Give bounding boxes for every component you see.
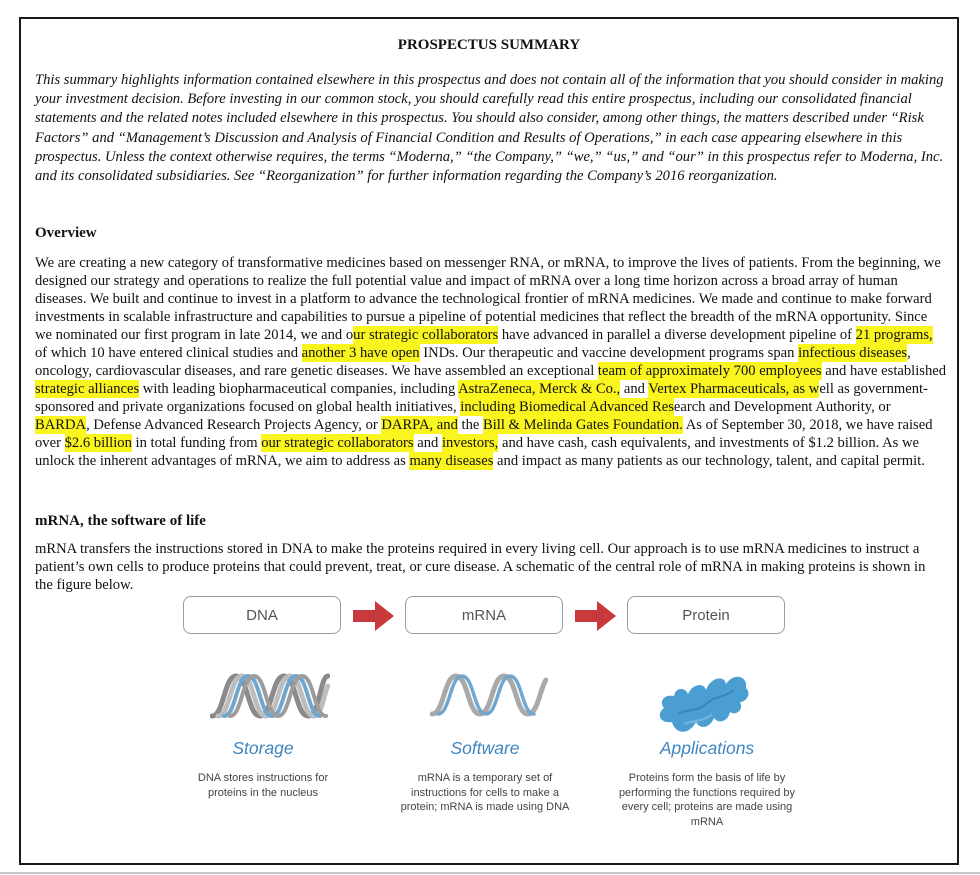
storage-description: DNA stores instructions for proteins in the nucleus — [197, 772, 329, 799]
highlighted-text: BARDA — [35, 417, 87, 433]
applications-description: Proteins form the basis of life by performing the functions required by every cell; proteins are made using mRNA — [618, 772, 796, 828]
highlighted-text: $2.6 billion — [64, 435, 132, 451]
software-description: mRNA is a temporary set of instructions for cells to make a protein; mRNA is made using DNA — [400, 772, 570, 813]
protein-icon — [654, 664, 754, 742]
highlighted-text: ur strategic collaborators — [353, 327, 499, 343]
highlighted-text: DARPA, and — [381, 417, 458, 433]
highlighted-text: our strategic collaborators — [261, 435, 414, 451]
overview-heading: Overview — [35, 225, 97, 241]
overview-paragraph — [35, 254, 947, 470]
overview-text: and impact as many patients as our technology, talent, and capital permit. — [493, 453, 925, 469]
overview-text: have advanced in parallel a diverse development pipeline of — [498, 327, 856, 343]
arrow-right-icon — [353, 600, 395, 632]
applications-label: Applications — [659, 738, 755, 758]
software-label: Software — [450, 738, 520, 758]
highlighted-text: 21 programs, — [855, 327, 933, 343]
dna-helix-icon — [210, 672, 330, 720]
overview-text: We are creating a new category of transformative medicines based on messenger RNA, or mRNA, to improve the lives of patients. From the beginning, we designed our strategy and operations to realize the full potential value and impact of mRNA over a long time horizon across a broad array of human diseases. We built and continue to invest in a platform to advance the technological frontier of mRNA medicines. We made and continue to make forward investments in scalable infrastructure and capabilities to pursue a pipeline of potential medicines that reflect the breadth of the mRNA opportunity. Since we nominated our first program in late 2014, we and o — [35, 255, 941, 343]
dna-box: DNA — [183, 596, 341, 634]
highlighted-text: strategic alliances — [35, 381, 140, 397]
highlighted-text: investors, — [441, 435, 499, 451]
highlighted-text: team of approximately 700 employees — [597, 363, 822, 379]
highlighted-text: AstraZeneca, Merck & Co., — [458, 381, 621, 397]
overview-text: As of September 30, 2018, we have raised over — [35, 417, 933, 451]
protein-box: Protein — [627, 596, 785, 634]
mrna-paragraph: mRNA transfers the instructions stored in DNA to make the proteins required in every living cell. Our approach is to use mRNA medicines to instruct a patient’s own cells to produce proteins that could prevent, treat, or cure disease. A schematic of the central role of mRNA in making proteins is shown in the figure below. — [35, 541, 926, 593]
overview-text: , Defense Advanced Research Projects Agency, or — [86, 417, 382, 433]
storage-label: Storage — [232, 738, 294, 758]
summary-paragraph: This summary highlights information contained elsewhere in this prospectus and does not contain all of the information that you should consider in making your investment decision. Before investing in our common stock, you should carefully read this entire prospectus, including our consolidated financial statements and the related notes included elsewhere in this prospectus. You should also consider, among other things, the matters described under “Risk Factors” and “Management’s Discussion and Analysis of Financial Condition and Results of Operations,” in each case appearing elsewhere in this prospectus. Unless the context otherwise requires, the terms “Moderna,” “the Company,” “we,” “us,” and “our” in this prospectus refer to Moderna, Inc. and its consolidated subsidiaries. See “Reorganization” for further information regarding the Company’s 2016 reorganization. — [35, 72, 944, 185]
mrna-box: mRNA — [405, 596, 563, 634]
mrna-heading: mRNA, the software of life — [35, 513, 206, 529]
page-title: PROSPECTUS SUMMARY — [397, 37, 581, 53]
overview-text: ell as government-sponsored and private organizations focused on global health initiatives, — [35, 381, 928, 415]
overview-text: with leading biopharmaceutical companies, including — [139, 381, 459, 397]
bottom-divider — [0, 872, 980, 874]
mrna-strand-icon — [430, 672, 548, 718]
highlighted-text: Bill & Melinda Gates Foundation. — [483, 417, 683, 433]
overview-text: and — [620, 381, 649, 397]
highlighted-text: many diseases — [409, 453, 494, 469]
overview-text: and have cash, cash equivalents, and investments of $1.2 billion. As we unlock the inherent advantages of mRNA, we aim to address as — [35, 435, 920, 469]
overview-text: of which 10 have entered clinical studies and — [35, 345, 302, 361]
overview-text: the — [457, 417, 484, 433]
overview-text: and — [413, 435, 442, 451]
overview-text: earch and Development Authority, or — [673, 399, 891, 415]
highlighted-text: Vertex Pharmaceuticals, as w — [648, 381, 820, 397]
overview-text: in total funding from — [131, 435, 262, 451]
arrow-right-icon — [575, 600, 617, 632]
highlighted-text: including Biomedical Advanced Res — [460, 399, 674, 415]
overview-text: INDs. Our therapeutic and vaccine development programs span — [419, 345, 799, 361]
overview-text: , oncology, cardiovascular diseases, and rare genetic diseases. We have assembled an exceptional — [35, 345, 911, 379]
overview-text: and have established — [821, 363, 947, 379]
highlighted-text: another 3 have open — [301, 345, 420, 361]
highlighted-text: infectious diseases — [798, 345, 908, 361]
